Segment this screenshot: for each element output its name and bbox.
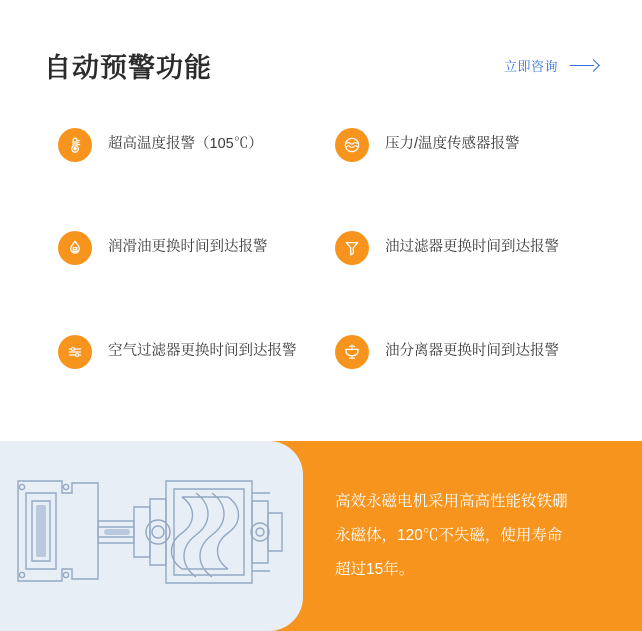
feature-item xyxy=(335,317,612,420)
oil-drop-icon xyxy=(58,231,92,265)
oil-separator-icon xyxy=(335,335,369,369)
header xyxy=(0,0,642,104)
feature-label: 润滑油更换时间到达报警 xyxy=(108,239,268,256)
feature-label: 空气过滤器更换时间到达报警 xyxy=(108,342,297,359)
feature-item xyxy=(58,213,335,316)
thermometer-icon xyxy=(58,128,92,162)
bottom-banner xyxy=(0,441,642,631)
pressure-sensor-icon xyxy=(335,128,369,162)
feature-label: 油分离器更换时间到达报警 xyxy=(385,342,559,359)
feature-label: 压力/温度传感器报警 xyxy=(385,136,520,152)
banner-text: 高效永磁电机采用高高性能钕铁硼永磁体，120℃不失磁，使用寿命超过15年。 xyxy=(335,493,568,578)
consult-now-button[interactable] xyxy=(504,56,598,75)
consult-now-label: 立即咨询 xyxy=(503,59,558,74)
feature-item xyxy=(58,317,335,420)
arrow-right-icon xyxy=(570,60,598,72)
feature-item xyxy=(335,110,612,213)
screw-compressor-diagram xyxy=(0,441,303,631)
feature-grid xyxy=(0,110,642,420)
feature-label: 油过滤器更换时间到达报警 xyxy=(385,239,559,256)
air-filter-icon xyxy=(58,335,92,369)
oil-filter-icon xyxy=(335,231,369,265)
feature-item xyxy=(335,213,612,316)
page-title: 自动预警功能 xyxy=(44,53,212,83)
feature-item xyxy=(58,110,335,213)
feature-label: 超高温度报警（105℃） xyxy=(108,136,263,152)
